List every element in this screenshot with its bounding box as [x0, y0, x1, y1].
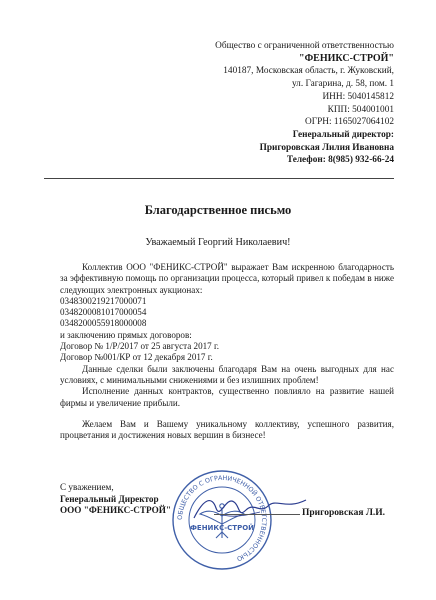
contract-item: Договор № 1/Р/2017 от 25 августа 2017 г. — [60, 341, 219, 352]
kpp: КПП: 504001001 — [327, 104, 394, 115]
seal-logo-text: ФЕНИКС-СТРОЙ — [189, 524, 255, 532]
signature-line — [214, 514, 300, 515]
signer-company: ООО "ФЕНИКС-СТРОЙ" — [60, 505, 171, 516]
auction-number: 0348200055918000008 — [60, 318, 147, 329]
company-name: "ФЕНИКС-СТРОЙ" — [299, 52, 394, 64]
director-name: Пригоровская Лилия Ивановна — [259, 142, 394, 153]
paragraph-deals: Данные сделки были заключены благодаря Вам на очень выгодных для нас условиях, с минимальными снижениями и без излишних проблем! — [60, 363, 394, 385]
seal-outer-text: ОБЩЕСТВО С ОГРАНИЧЕННОЙ ОТВЕТСТВЕННОСТЬЮ — [176, 474, 268, 562]
handwritten-signature — [190, 488, 310, 528]
address-line-2: ул. Гагарина, д. 58, пом. 1 — [291, 79, 394, 90]
paragraph-intro: Коллектив ООО "ФЕНИКС-СТРОЙ" выражает Вам искренною благодарность за эффективную помощь по организации процесса, который привел к победам в ниже следующих электронных аукционах: — [60, 262, 394, 295]
auction-number: 0348300219217000071 — [60, 295, 147, 306]
paragraph-wishes: Желаем Вам и Вашему уникальному коллективу, успешного развития, процветания и достижения новых вершин в бизнесе! — [60, 418, 394, 441]
phone: Телефон: 8(985) 932-66-24 — [286, 155, 394, 166]
regards: С уважением, — [60, 482, 114, 492]
director-title: Генеральный директор: — [292, 129, 394, 140]
contracts-intro: и заключению прямых договоров: — [60, 329, 192, 340]
letter-body — [60, 262, 394, 441]
greeting: Уважаемый Георгий Николаевич! — [145, 237, 291, 248]
contract-item: Договор №001/КР от 12 декабря 2017 г. — [60, 352, 213, 363]
signature-block — [60, 482, 171, 517]
signer-position: Генеральный Директор — [60, 493, 159, 504]
paragraph-execution: Исполнение данных контрактов, существенно повлияло на развитие нашей фирмы и увеличение прибыли. — [60, 386, 394, 408]
letterhead — [154, 40, 394, 167]
company-form: Общество с ограниченной ответственностью — [215, 41, 394, 51]
inn: ИНН: 5040145812 — [322, 91, 394, 102]
auction-number: 0348200081017000054 — [60, 307, 147, 318]
letter-title: Благодарственное письмо — [144, 203, 292, 217]
ogrn: ОГРН: 1165027064102 — [305, 117, 394, 128]
address-line-1: 140187, Московская область, г. Жуковский, — [223, 66, 394, 77]
header-divider — [44, 178, 394, 179]
signer-name: Пригоровская Л.И. — [302, 508, 386, 518]
